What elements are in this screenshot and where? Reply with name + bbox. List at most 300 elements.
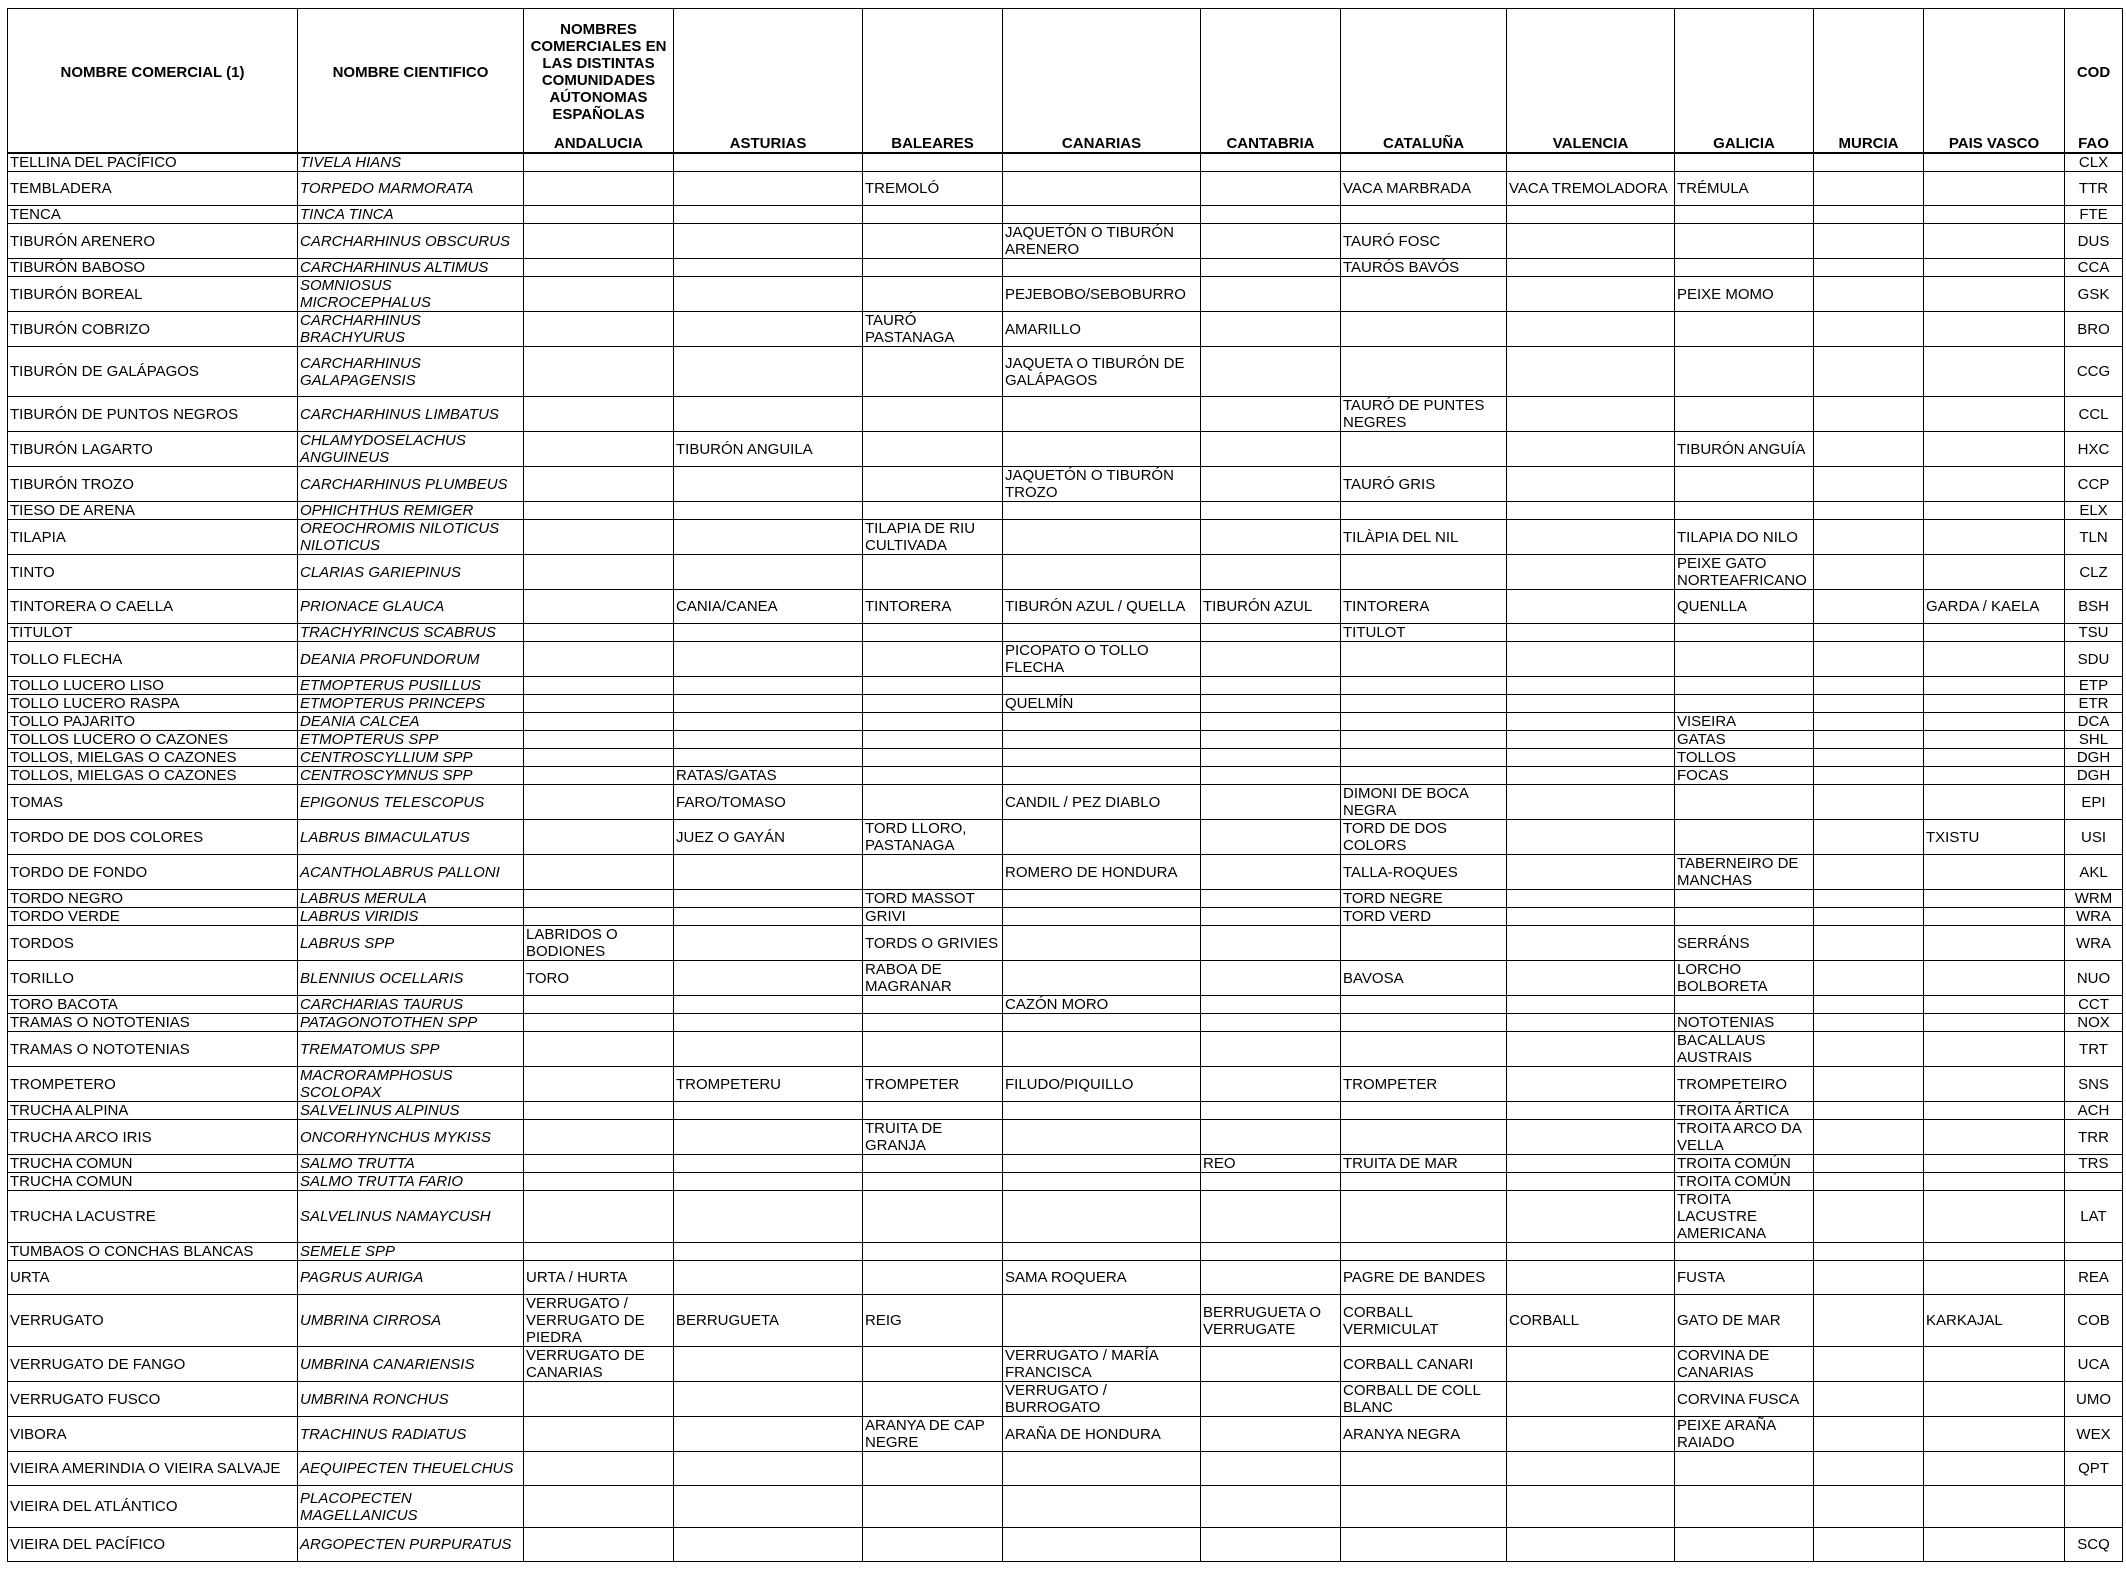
table-row xyxy=(8,767,2123,785)
cell-murcia xyxy=(1814,642,1924,677)
cell-nombre-comercial: TUMBAOS O CONCHAS BLANCAS xyxy=(8,1243,298,1261)
cell-cantabria xyxy=(1201,908,1341,926)
cell-nombre-comercial: TRAMAS O NOTOTENIAS xyxy=(8,1032,298,1067)
cell-nombre-comercial: TORDO DE FONDO xyxy=(8,855,298,890)
cell-canarias xyxy=(1003,172,1201,206)
cell-andalucia xyxy=(524,520,674,555)
cell-pais-vasco xyxy=(1924,1486,2065,1528)
cell-asturias xyxy=(674,749,863,767)
cell-cataluna: CORBALL CANARI xyxy=(1341,1347,1507,1382)
table-row xyxy=(8,555,2123,590)
cell-cantabria xyxy=(1201,890,1341,908)
cell-canarias xyxy=(1003,1014,1201,1032)
cell-asturias xyxy=(674,224,863,259)
header-empty xyxy=(1341,9,1507,136)
cell-cantabria xyxy=(1201,926,1341,961)
table-row xyxy=(8,397,2123,432)
cell-fao: BRO xyxy=(2065,312,2123,347)
table-row xyxy=(8,996,2123,1014)
subheader-galicia: GALICIA xyxy=(1675,135,1814,153)
cell-andalucia xyxy=(524,1032,674,1067)
cell-pais-vasco xyxy=(1924,1347,2065,1382)
cell-galicia: TROITA COMÚN xyxy=(1675,1173,1814,1191)
subheader-andalucia: ANDALUCIA xyxy=(524,135,674,153)
cell-andalucia xyxy=(524,172,674,206)
cell-murcia xyxy=(1814,749,1924,767)
cell-fao: TRS xyxy=(2065,1155,2123,1173)
cell-pais-vasco xyxy=(1924,1191,2065,1243)
cell-andalucia xyxy=(524,224,674,259)
cell-galicia: PEIXE MOMO xyxy=(1675,277,1814,312)
cell-valencia xyxy=(1507,1067,1675,1102)
cell-canarias xyxy=(1003,1486,1201,1528)
cell-nombre-cientifico: PATAGONOTOTHEN SPP xyxy=(298,1014,524,1032)
cell-nombre-comercial: TOLLO LUCERO LISO xyxy=(8,677,298,695)
cell-cantabria xyxy=(1201,1486,1341,1528)
cell-galicia: NOTOTENIAS xyxy=(1675,1014,1814,1032)
cell-asturias xyxy=(674,172,863,206)
cell-nombre-cientifico: CENTROSCYLLIUM SPP xyxy=(298,749,524,767)
cell-pais-vasco xyxy=(1924,153,2065,172)
cell-fao: WEX xyxy=(2065,1417,2123,1452)
cell-cantabria xyxy=(1201,259,1341,277)
cell-andalucia xyxy=(524,1452,674,1486)
cell-fao: WRM xyxy=(2065,890,2123,908)
cell-asturias xyxy=(674,1347,863,1382)
table-row xyxy=(8,890,2123,908)
cell-nombre-cientifico: LABRUS VIRIDIS xyxy=(298,908,524,926)
cell-asturias xyxy=(674,1173,863,1191)
cell-murcia xyxy=(1814,1347,1924,1382)
cell-murcia xyxy=(1814,432,1924,467)
cell-canarias xyxy=(1003,259,1201,277)
table-row xyxy=(8,695,2123,713)
cell-nombre-comercial: TIBURÓN LAGARTO xyxy=(8,432,298,467)
cell-baleares xyxy=(863,1261,1003,1295)
cell-cantabria xyxy=(1201,695,1341,713)
subheader-pais-vasco: PAIS VASCO xyxy=(1924,135,2065,153)
cell-pais-vasco xyxy=(1924,677,2065,695)
cell-canarias: SAMA ROQUERA xyxy=(1003,1261,1201,1295)
cell-fao: CCA xyxy=(2065,259,2123,277)
header-empty xyxy=(1814,9,1924,136)
cell-cantabria xyxy=(1201,713,1341,731)
cell-valencia xyxy=(1507,926,1675,961)
cell-andalucia: VERRUGATO DE CANARIAS xyxy=(524,1347,674,1382)
cell-baleares xyxy=(863,642,1003,677)
cell-baleares xyxy=(863,1452,1003,1486)
cell-pais-vasco xyxy=(1924,713,2065,731)
cell-andalucia: URTA / HURTA xyxy=(524,1261,674,1295)
cell-cantabria xyxy=(1201,1452,1341,1486)
cell-canarias xyxy=(1003,713,1201,731)
cell-asturias xyxy=(674,555,863,590)
cell-asturias xyxy=(674,397,863,432)
cell-cataluna xyxy=(1341,347,1507,397)
cell-cantabria: TIBURÓN AZUL xyxy=(1201,590,1341,624)
cell-andalucia xyxy=(524,749,674,767)
cell-fao: EPI xyxy=(2065,785,2123,820)
cell-valencia xyxy=(1507,1032,1675,1067)
cell-baleares xyxy=(863,1032,1003,1067)
cell-pais-vasco xyxy=(1924,642,2065,677)
cell-galicia: BACALLAUS AUSTRAIS xyxy=(1675,1032,1814,1067)
cell-andalucia xyxy=(524,1528,674,1562)
cell-asturias xyxy=(674,153,863,172)
cell-galicia: GATO DE MAR xyxy=(1675,1295,1814,1347)
cell-nombre-comercial: TOLLO LUCERO RASPA xyxy=(8,695,298,713)
cell-baleares: RABOA DE MAGRANAR xyxy=(863,961,1003,996)
cell-cantabria xyxy=(1201,1347,1341,1382)
cell-valencia xyxy=(1507,624,1675,642)
cell-cantabria xyxy=(1201,820,1341,855)
cell-cantabria xyxy=(1201,767,1341,785)
cell-fao: TRR xyxy=(2065,1120,2123,1155)
table-row xyxy=(8,312,2123,347)
cell-cataluna: CORBALL VERMICULAT xyxy=(1341,1295,1507,1347)
cell-baleares xyxy=(863,277,1003,312)
cell-asturias xyxy=(674,259,863,277)
header-row-sub xyxy=(8,135,2123,153)
cell-valencia xyxy=(1507,397,1675,432)
cell-cataluna: TAURÓ FOSC xyxy=(1341,224,1507,259)
cell-cantabria xyxy=(1201,555,1341,590)
cell-nombre-cientifico: TINCA TINCA xyxy=(298,206,524,224)
cell-andalucia xyxy=(524,1014,674,1032)
cell-andalucia xyxy=(524,713,674,731)
cell-canarias: ROMERO DE HONDURA xyxy=(1003,855,1201,890)
cell-valencia xyxy=(1507,1486,1675,1528)
cell-nombre-comercial: TRUCHA LACUSTRE xyxy=(8,1191,298,1243)
cell-nombre-comercial: TRUCHA COMUN xyxy=(8,1173,298,1191)
cell-galicia xyxy=(1675,224,1814,259)
cell-asturias xyxy=(674,677,863,695)
cell-murcia xyxy=(1814,206,1924,224)
cell-asturias xyxy=(674,1102,863,1120)
cell-nombre-comercial: TOLLOS, MIELGAS O CAZONES xyxy=(8,749,298,767)
cell-valencia xyxy=(1507,731,1675,749)
cell-cantabria: REO xyxy=(1201,1155,1341,1173)
cell-canarias xyxy=(1003,890,1201,908)
table-row xyxy=(8,1191,2123,1243)
cell-andalucia: LABRIDOS O BODIONES xyxy=(524,926,674,961)
cell-canarias xyxy=(1003,1155,1201,1173)
cell-canarias xyxy=(1003,432,1201,467)
cell-asturias xyxy=(674,642,863,677)
header-empty xyxy=(1675,9,1814,136)
cell-fao: SCQ xyxy=(2065,1528,2123,1562)
cell-cantabria xyxy=(1201,855,1341,890)
cell-fao: ACH xyxy=(2065,1102,2123,1120)
cell-galicia xyxy=(1675,312,1814,347)
cell-murcia xyxy=(1814,1452,1924,1486)
cell-cataluna: TORD VERD xyxy=(1341,908,1507,926)
cell-nombre-cientifico: PAGRUS AURIGA xyxy=(298,1261,524,1295)
cell-andalucia xyxy=(524,642,674,677)
cell-murcia xyxy=(1814,312,1924,347)
cell-andalucia xyxy=(524,996,674,1014)
cell-galicia xyxy=(1675,397,1814,432)
cell-nombre-comercial: TORDOS xyxy=(8,926,298,961)
cell-baleares xyxy=(863,467,1003,502)
cell-nombre-comercial: VIEIRA AMERINDIA O VIEIRA SALVAJE xyxy=(8,1452,298,1486)
cell-andalucia xyxy=(524,820,674,855)
header-nombres-comunidades: NOMBRES COMERCIALES EN LAS DISTINTAS COMUNIDADES AÚTONOMAS ESPAÑOLAS xyxy=(524,9,674,136)
cell-canarias xyxy=(1003,206,1201,224)
cell-murcia xyxy=(1814,1014,1924,1032)
cell-nombre-comercial: VERRUGATO xyxy=(8,1295,298,1347)
cell-asturias xyxy=(674,1243,863,1261)
cell-valencia xyxy=(1507,259,1675,277)
cell-cantabria xyxy=(1201,432,1341,467)
subheader-valencia: VALENCIA xyxy=(1507,135,1675,153)
subheader-cantabria: CANTABRIA xyxy=(1201,135,1341,153)
cell-cantabria xyxy=(1201,172,1341,206)
cell-pais-vasco xyxy=(1924,172,2065,206)
cell-andalucia xyxy=(524,277,674,312)
subheader-murcia: MURCIA xyxy=(1814,135,1924,153)
cell-nombre-cientifico: MACRORAMPHOSUS SCOLOPAX xyxy=(298,1067,524,1102)
cell-baleares: ARANYA DE CAP NEGRE xyxy=(863,1417,1003,1452)
table-row xyxy=(8,908,2123,926)
cell-nombre-comercial: TINTO xyxy=(8,555,298,590)
subheader-empty xyxy=(8,135,298,153)
cell-murcia xyxy=(1814,785,1924,820)
cell-galicia: SERRÁNS xyxy=(1675,926,1814,961)
cell-galicia: TROITA COMÚN xyxy=(1675,1155,1814,1173)
cell-cataluna: TORD NEGRE xyxy=(1341,890,1507,908)
cell-canarias xyxy=(1003,1102,1201,1120)
cell-nombre-comercial: TENCA xyxy=(8,206,298,224)
cell-asturias xyxy=(674,347,863,397)
cell-nombre-cientifico: EPIGONUS TELESCOPUS xyxy=(298,785,524,820)
cell-baleares xyxy=(863,785,1003,820)
cell-cataluna xyxy=(1341,642,1507,677)
cell-asturias xyxy=(674,467,863,502)
cell-murcia xyxy=(1814,1032,1924,1067)
cell-andalucia: VERRUGATO / VERRUGATO DE PIEDRA xyxy=(524,1295,674,1347)
cell-pais-vasco xyxy=(1924,347,2065,397)
cell-cataluna: VACA MARBRADA xyxy=(1341,172,1507,206)
subheader-baleares: BALEARES xyxy=(863,135,1003,153)
cell-andalucia xyxy=(524,206,674,224)
cell-valencia xyxy=(1507,961,1675,996)
cell-galicia: TOLLOS xyxy=(1675,749,1814,767)
cell-asturias: JUEZ O GAYÁN xyxy=(674,820,863,855)
cell-cataluna xyxy=(1341,695,1507,713)
cell-baleares xyxy=(863,153,1003,172)
cell-cataluna xyxy=(1341,153,1507,172)
cell-fao: DUS xyxy=(2065,224,2123,259)
cell-cataluna xyxy=(1341,555,1507,590)
cell-cantabria xyxy=(1201,312,1341,347)
cell-asturias xyxy=(674,1032,863,1067)
cell-valencia xyxy=(1507,785,1675,820)
cell-galicia: QUENLLA xyxy=(1675,590,1814,624)
table-row xyxy=(8,1261,2123,1295)
table-row xyxy=(8,749,2123,767)
cell-valencia xyxy=(1507,767,1675,785)
cell-nombre-comercial: TIBURÓN BABOSO xyxy=(8,259,298,277)
cell-asturias xyxy=(674,1452,863,1486)
cell-fao: UCA xyxy=(2065,1347,2123,1382)
cell-nombre-cientifico: OPHICHTHUS REMIGER xyxy=(298,502,524,520)
cell-baleares xyxy=(863,1014,1003,1032)
cell-galicia: CORVINA DE CANARIAS xyxy=(1675,1347,1814,1382)
cell-nombre-comercial: TORDO NEGRO xyxy=(8,890,298,908)
cell-galicia: TIBURÓN ANGUÍA xyxy=(1675,432,1814,467)
cell-valencia xyxy=(1507,224,1675,259)
cell-valencia xyxy=(1507,520,1675,555)
cell-fao xyxy=(2065,1243,2123,1261)
cell-baleares xyxy=(863,677,1003,695)
cell-asturias xyxy=(674,1382,863,1417)
cell-valencia xyxy=(1507,1382,1675,1417)
cell-nombre-comercial: TORILLO xyxy=(8,961,298,996)
subheader-asturias: ASTURIAS xyxy=(674,135,863,153)
header-cod: COD xyxy=(2065,9,2123,136)
cell-pais-vasco: KARKAJAL xyxy=(1924,1295,2065,1347)
cell-nombre-cientifico: CARCHARHINUS GALAPAGENSIS xyxy=(298,347,524,397)
cell-valencia xyxy=(1507,590,1675,624)
cell-galicia xyxy=(1675,695,1814,713)
cell-pais-vasco xyxy=(1924,785,2065,820)
cell-galicia: LORCHO BOLBORETA xyxy=(1675,961,1814,996)
cell-galicia xyxy=(1675,1528,1814,1562)
cell-canarias: QUELMÍN xyxy=(1003,695,1201,713)
table-row xyxy=(8,1528,2123,1562)
cell-pais-vasco xyxy=(1924,467,2065,502)
cell-nombre-cientifico: DEANIA CALCEA xyxy=(298,713,524,731)
table-row xyxy=(8,926,2123,961)
table-row xyxy=(8,1452,2123,1486)
cell-asturias xyxy=(674,520,863,555)
table-row xyxy=(8,172,2123,206)
cell-baleares: TORD MASSOT xyxy=(863,890,1003,908)
table-row xyxy=(8,1173,2123,1191)
cell-cantabria xyxy=(1201,224,1341,259)
cell-canarias xyxy=(1003,1452,1201,1486)
cell-valencia xyxy=(1507,908,1675,926)
cell-fao: CCP xyxy=(2065,467,2123,502)
cell-fao: TLN xyxy=(2065,520,2123,555)
cell-cantabria xyxy=(1201,1173,1341,1191)
cell-murcia xyxy=(1814,397,1924,432)
cell-galicia: TROMPETEIRO xyxy=(1675,1067,1814,1102)
cell-baleares xyxy=(863,713,1003,731)
cell-canarias xyxy=(1003,153,1201,172)
cell-galicia xyxy=(1675,996,1814,1014)
cell-fao: SHL xyxy=(2065,731,2123,749)
cell-cataluna: DIMONI DE BOCA NEGRA xyxy=(1341,785,1507,820)
cell-galicia xyxy=(1675,785,1814,820)
cell-valencia xyxy=(1507,206,1675,224)
cell-andalucia xyxy=(524,397,674,432)
cell-cantabria xyxy=(1201,502,1341,520)
cell-cataluna xyxy=(1341,432,1507,467)
cell-cataluna: TITULOT xyxy=(1341,624,1507,642)
cell-nombre-cientifico: ETMOPTERUS SPP xyxy=(298,731,524,749)
cell-galicia: PEIXE GATO NORTEAFRICANO xyxy=(1675,555,1814,590)
cell-galicia xyxy=(1675,153,1814,172)
cell-cantabria xyxy=(1201,624,1341,642)
cell-murcia xyxy=(1814,926,1924,961)
cell-fao: BSH xyxy=(2065,590,2123,624)
cell-fao: UMO xyxy=(2065,1382,2123,1417)
cell-baleares xyxy=(863,259,1003,277)
cell-murcia xyxy=(1814,624,1924,642)
cell-nombre-comercial: TRUCHA ARCO IRIS xyxy=(8,1120,298,1155)
cell-valencia xyxy=(1507,555,1675,590)
cell-pais-vasco xyxy=(1924,996,2065,1014)
cell-cantabria xyxy=(1201,1191,1341,1243)
cell-nombre-comercial: TRUCHA COMUN xyxy=(8,1155,298,1173)
cell-andalucia xyxy=(524,890,674,908)
cell-nombre-cientifico: CENTROSCYMNUS SPP xyxy=(298,767,524,785)
cell-nombre-comercial: VIEIRA DEL ATLÁNTICO xyxy=(8,1486,298,1528)
cell-andalucia xyxy=(524,624,674,642)
cell-asturias xyxy=(674,926,863,961)
cell-nombre-comercial: TILAPIA xyxy=(8,520,298,555)
cell-andalucia xyxy=(524,312,674,347)
species-table xyxy=(7,8,2123,1562)
cell-cataluna: BAVOSA xyxy=(1341,961,1507,996)
cell-nombre-cientifico: CHLAMYDOSELACHUS ANGUINEUS xyxy=(298,432,524,467)
cell-nombre-comercial: TOLLO PAJARITO xyxy=(8,713,298,731)
cell-nombre-cientifico: SALMO TRUTTA xyxy=(298,1155,524,1173)
cell-andalucia xyxy=(524,259,674,277)
cell-nombre-comercial: TOLLOS LUCERO O CAZONES xyxy=(8,731,298,749)
cell-pais-vasco xyxy=(1924,1155,2065,1173)
cell-nombre-cientifico: SALVELINUS ALPINUS xyxy=(298,1102,524,1120)
cell-nombre-comercial: TIBURÓN ARENERO xyxy=(8,224,298,259)
cell-nombre-comercial: TORDO DE DOS COLORES xyxy=(8,820,298,855)
cell-nombre-comercial: TIBURÓN DE GALÁPAGOS xyxy=(8,347,298,397)
cell-murcia xyxy=(1814,1382,1924,1417)
cell-cantabria xyxy=(1201,153,1341,172)
cell-nombre-cientifico: LABRUS MERULA xyxy=(298,890,524,908)
cell-canarias xyxy=(1003,1120,1201,1155)
cell-pais-vasco xyxy=(1924,731,2065,749)
cell-canarias xyxy=(1003,908,1201,926)
cell-valencia xyxy=(1507,277,1675,312)
cell-fao: ETR xyxy=(2065,695,2123,713)
cell-valencia xyxy=(1507,1243,1675,1261)
cell-nombre-comercial: TEMBLADERA xyxy=(8,172,298,206)
cell-canarias xyxy=(1003,1191,1201,1243)
cell-baleares xyxy=(863,767,1003,785)
cell-pais-vasco xyxy=(1924,961,2065,996)
cell-asturias xyxy=(674,908,863,926)
cell-murcia xyxy=(1814,996,1924,1014)
cell-canarias xyxy=(1003,1528,1201,1562)
table-row xyxy=(8,520,2123,555)
cell-cantabria xyxy=(1201,520,1341,555)
cell-nombre-cientifico: SEMELE SPP xyxy=(298,1243,524,1261)
cell-asturias xyxy=(674,1528,863,1562)
cell-andalucia xyxy=(524,153,674,172)
cell-murcia xyxy=(1814,467,1924,502)
cell-cantabria xyxy=(1201,1261,1341,1295)
cell-baleares xyxy=(863,624,1003,642)
cell-canarias: VERRUGATO / MARÍA FRANCISCA xyxy=(1003,1347,1201,1382)
table-row xyxy=(8,1032,2123,1067)
cell-canarias xyxy=(1003,1173,1201,1191)
cell-fao: AKL xyxy=(2065,855,2123,890)
cell-baleares xyxy=(863,206,1003,224)
cell-andalucia xyxy=(524,1067,674,1102)
cell-murcia xyxy=(1814,695,1924,713)
